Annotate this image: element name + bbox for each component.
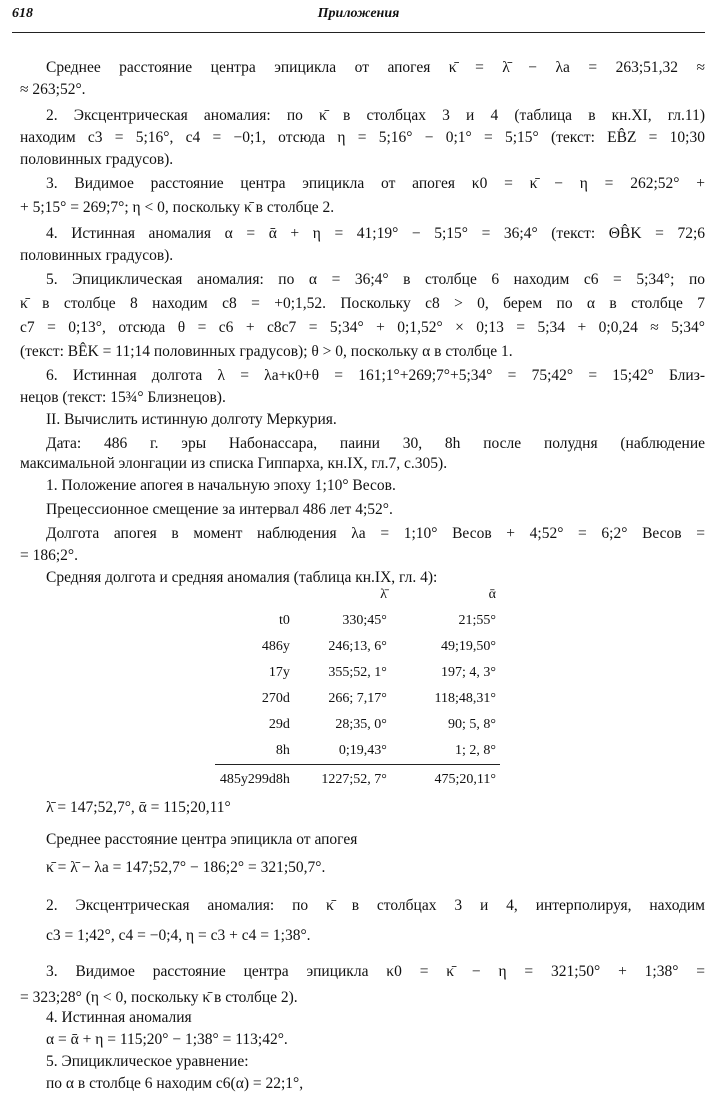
header-rule xyxy=(12,32,705,33)
text-line: 6. Истинная долгота λ = λa+κ0+θ = 161;1°+269;7°+5;34° = 75;42° = 15;42° Близ- xyxy=(46,367,705,384)
table-cell: 355;52, 1° xyxy=(328,665,387,680)
table-cell: 330;45° xyxy=(342,613,387,628)
table-total-row xyxy=(215,765,500,796)
table-cell: 485y299d8h xyxy=(215,765,298,796)
text-line: половинных градусов). xyxy=(20,247,174,264)
table-row xyxy=(215,712,500,738)
running-title: Приложения xyxy=(317,6,400,21)
text-line: половинных градусов). xyxy=(20,151,174,168)
page-number: 618 xyxy=(12,6,33,21)
text-line: ≈ 263;52°. xyxy=(20,81,86,98)
table-row xyxy=(215,686,500,712)
table-cell: 29d xyxy=(268,717,290,732)
text-line: Среднее расстояние центра эпицикла от апогея xyxy=(46,831,358,848)
text-line: находим c3 = 5;16°, c4 = −0;1, отсюда η = 5;16° − 0;1° = 5;15° (текст: EB̂Z = 10;30 xyxy=(20,129,705,146)
table-cell: 197; 4, 3° xyxy=(441,665,496,680)
text-line: 3. Видимое расстояние центра эпицикла κ0 = κ̄ − η = 321;50° + 1;38° = xyxy=(46,963,705,980)
text-line: 4. Истинная аномалия xyxy=(46,1009,192,1026)
text-line: 3. Видимое расстояние центра эпицикла от апогея κ0 = κ̄ − η = 262;52° + xyxy=(46,175,705,192)
text-line: максимальной элонгации из списка Гиппарха, кн.IX, гл.7, с.305). xyxy=(20,455,448,472)
text-line: 2. Эксцентрическая аномалия: по κ̄ в столбцах 3 и 4 (таблица в кн.XI, гл.11) xyxy=(46,107,705,124)
text-line: Дата: 486 г. эры Набонассара, паини 30, 8h после полудня (наблюдение xyxy=(46,435,705,452)
table-cell: 21;55° xyxy=(458,613,496,628)
text-line: 5. Эпициклическая аномалия: по α = 36;4° в столбце 6 находим c6 = 5;34°; по xyxy=(46,271,705,288)
text-line: 1. Положение апогея в начальную эпоху 1;10° Весов. xyxy=(46,477,396,494)
table-row xyxy=(215,738,500,765)
text-line: Прецессионное смещение за интервал 486 лет 4;52°. xyxy=(46,501,393,518)
text-line: = 323;28° (η < 0, поскольку κ̄ в столбце 2). xyxy=(20,989,298,1006)
table-header-cell: ᾱ xyxy=(488,587,496,602)
table-cell: 266; 7,17° xyxy=(328,691,387,706)
table-cell: 1227;52, 7° xyxy=(298,765,397,796)
table-header-cell: λ̄ xyxy=(380,587,387,602)
table-cell: t0 xyxy=(278,613,290,628)
mean-motion-table xyxy=(215,582,500,795)
text-line: 4. Истинная аномалия α = ᾱ + η = 41;19° − 5;15° = 36;4° (текст: ΘB̂K = 72;6 xyxy=(46,225,705,242)
table-cell: 246;13, 6° xyxy=(328,639,387,654)
text-line: Среднее расстояние центра эпицикла от апогея κ̄ = λ̄ − λa = 263;51,32 ≈ xyxy=(46,59,705,76)
text-line: 2. Эксцентрическая аномалия: по κ̄ в столбцах 3 и 4, интерполируя, находим xyxy=(46,897,705,914)
text-line: κ̄ в столбце 8 находим c8 = +0;1,52. Поскольку c8 > 0, берем по α в столбце 7 xyxy=(20,295,705,312)
table-cell: 118;48,31° xyxy=(434,691,496,706)
table-cell: 1; 2, 8° xyxy=(455,743,496,758)
text-line: c7 = 0;13°, отсюда θ = c6 + c8c7 = 5;34° + 0;1,52° × 0;13 = 5;34 + 0;0,24 ≈ 5;34° xyxy=(20,319,705,336)
table-cell: 475;20,11° xyxy=(397,765,500,796)
formula-line: α = ᾱ + η = 115;20° − 1;38° = 113;42°. xyxy=(46,1031,288,1048)
text-line: 5. Эпициклическое уравнение: xyxy=(46,1053,249,1070)
table-row xyxy=(215,608,500,634)
table-header-cell xyxy=(215,582,298,608)
text-line: + 5;15° = 269;7°; η < 0, поскольку κ̄ в столбце 2. xyxy=(20,199,335,216)
table-row xyxy=(215,634,500,660)
table-cell: 8h xyxy=(275,743,290,758)
text-line: Средняя долгота и средняя аномалия (таблица кн.IX, гл. 4): xyxy=(46,569,438,586)
table-header-row xyxy=(215,582,500,608)
table-cell: 28;35, 0° xyxy=(335,717,387,732)
text-line: Долгота апогея в момент наблюдения λa = 1;10° Весов + 4;52° = 6;2° Весов = xyxy=(46,525,705,542)
text-line: λ̄ = 147;52,7°, ᾱ = 115;20,11° xyxy=(46,799,231,816)
section-heading: II. Вычислить истинную долготу Меркурия. xyxy=(46,411,337,428)
table-cell: 49;19,50° xyxy=(441,639,496,654)
table-cell: 17y xyxy=(268,665,290,680)
text-line: по α в столбце 6 находим c6(α) = 22;1°, xyxy=(46,1075,304,1092)
formula-line: κ̄ = λ̄ − λa = 147;52,7° − 186;2° = 321;50,7°. xyxy=(46,859,326,876)
table-cell: 90; 5, 8° xyxy=(448,717,496,732)
text-line: (текст: BÊK = 11;14 половинных градусов); θ > 0, поскольку α в столбце 1. xyxy=(20,343,513,360)
page-header xyxy=(12,4,705,26)
table-cell: 270d xyxy=(261,691,290,706)
table-row xyxy=(215,660,500,686)
text-line: нецов (текст: 15¾° Близнецов). xyxy=(20,389,226,406)
text-line: = 186;2°. xyxy=(20,547,78,564)
table-cell: 486y xyxy=(261,639,290,654)
table-cell: 0;19,43° xyxy=(338,743,387,758)
formula-line: c3 = 1;42°, c4 = −0;4, η = c3 + c4 = 1;38°. xyxy=(46,927,311,944)
